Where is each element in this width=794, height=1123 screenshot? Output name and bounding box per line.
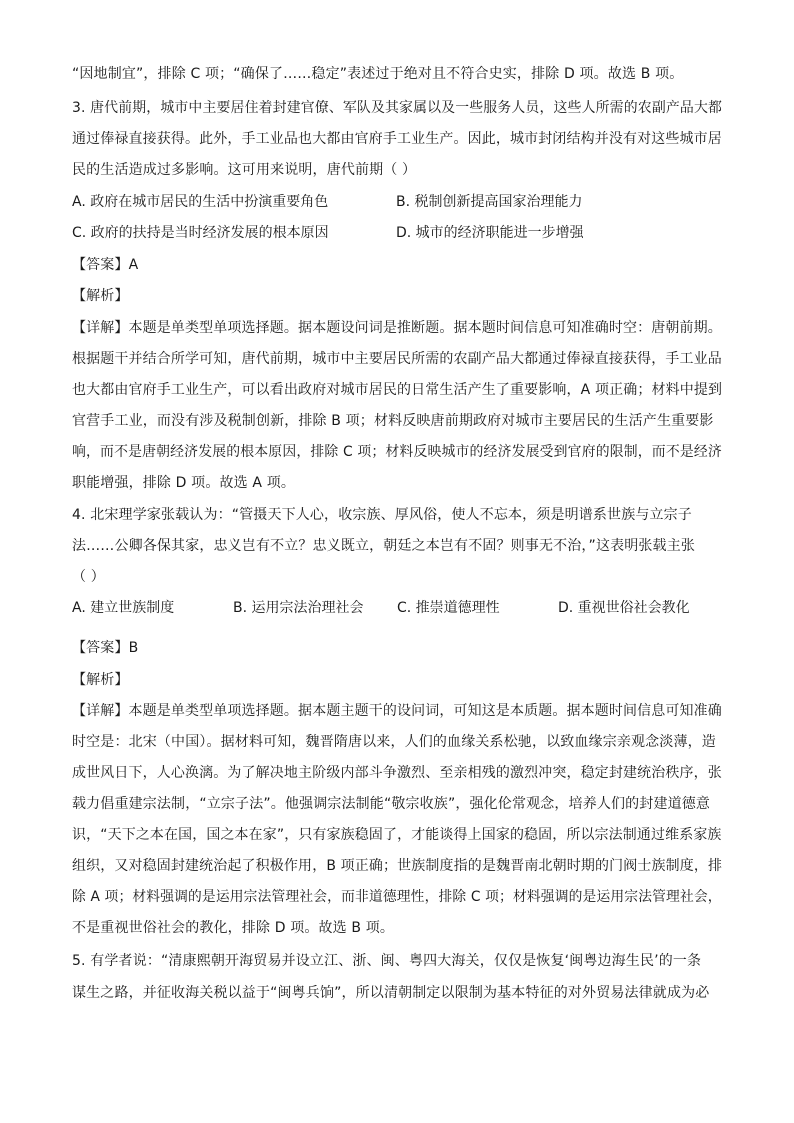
q4-detail-line-5: 识，“天下之本在国，国之本在家”，只有家族稳固了，才能谈得上国家的稳固，所以宗法制通过维系家族	[72, 827, 722, 843]
q5-stem-line-2: 谋生之路，并征收海关税以益于“闽粤兵饷”，所以清朝制定以限制为基本特征的对外贸易法律就成为必	[72, 985, 710, 1001]
q3-detail-line-5: 响，而不是唐朝经济发展的根本原因，排除 C 项；材料反映城市的经济发展受到官府的限制，而不是经济	[72, 444, 722, 460]
q4-option-d: D. 重视世俗社会教化	[558, 600, 690, 616]
q5-stem-line-1: 5. 有学者说：“清康熙朝开海贸易并设立江、浙、闽、粤四大海关，仅仅是恢复‘闽粤边海生民’的一条	[72, 953, 702, 969]
q4-detail-line-2: 时空是：北宋（中国）。据材料可知，魏晋隋唐以来，人们的血缘关系松驰，以致血缘宗亲观念淡薄，造	[72, 734, 716, 750]
q4-detail-line-8: 不是重视世俗社会的教化，排除 D 项。故选 B 项。	[72, 920, 395, 936]
q4-answer: 【答案】B	[72, 640, 139, 656]
q4-option-a: A. 建立世族制度	[72, 600, 175, 616]
q4-stem-line-2: 法……公卿各保其家，忠义岂有不立？忠义既立，朝廷之本岂有不固？则事无不治，”这表明张载主张	[72, 538, 696, 554]
q4-detail-line-4: 载力倡重建宗法制，“立宗子法”。他强调宗法制能“敬宗收族”，强化伦常观念，培养人们的封建道德意	[72, 796, 711, 812]
q4-analysis-label: 【解析】	[72, 672, 129, 688]
q3-analysis-label: 【解析】	[72, 288, 129, 304]
q4-option-c: C. 推崇道德理性	[397, 600, 500, 616]
q3-option-a: A. 政府在城市居民的生活中扮演重要角色	[72, 194, 329, 210]
q3-detail-line-3: 也大都由官府手工业生产，可以看出政府对城市居民的日常生活产生了重要影响，A 项正确；材料中提到	[72, 382, 723, 398]
q3-stem-line-3: 民的生活造成过多影响。这可用来说明，唐代前期（ ）	[72, 162, 417, 178]
q3-stem-line-2: 通过俸禄直接获得。此外，手工业品也大都由官府手工业生产。因此，城市封闭结构并没有对这些城市居	[72, 131, 722, 147]
q4-detail-line-1: 【详解】本题是单类型单项选择题。据本题主题干的设问词，可知这是本质题。据本题时间信息可知准确	[72, 703, 722, 719]
q3-detail-line-1: 【详解】本题是单类型单项选择题。据本题设问词是推断题。据本题时间信息可知准确时空：唐朝前期。	[72, 320, 722, 336]
q4-detail-line-7: 除 A 项；材料强调的是运用宗法管理社会，而非道德理性，排除 C 项；材料强调的是运用宗法管理社会，	[72, 889, 722, 905]
q4-option-b: B. 运用宗法治理社会	[233, 600, 364, 616]
q2-analysis-tail: “因地制宜”，排除 C 项；“确保了……稳定”表述过于绝对且不符合史实，排除 D 项。故选 B 项。	[72, 66, 684, 82]
q4-detail-line-3: 成世风日下，人心涣漓。为了解决地主阶级内部斗争激烈、至亲相残的激烈冲突，稳定封建统治秩序，张	[72, 765, 722, 781]
q3-detail-line-6: 职能增强，排除 D 项。故选 A 项。	[72, 475, 296, 491]
q3-detail-line-4: 官营手工业，而没有涉及税制创新，排除 B 项；材料反映唐前期政府对城市主要居民的生活产生重要影	[72, 413, 714, 429]
q4-stem-line-3: （ ）	[72, 569, 105, 585]
q3-option-b: B. 税制创新提高国家治理能力	[396, 194, 583, 210]
q3-option-d: D. 城市的经济职能进一步增强	[396, 225, 584, 241]
q4-stem-line-1: 4. 北宋理学家张载认为：“管摄天下人心，收宗族、厚风俗，使人不忘本，须是明谱系世族与立宗子	[72, 507, 692, 523]
q3-stem-line-1: 3. 唐代前期，城市中主要居住着封建官僚、军队及其家属以及一些服务人员，这些人所需的农副产品大都	[72, 100, 723, 116]
q4-detail-line-6: 组织，又对稳固封建统治起了积极作用，B 项正确；世族制度指的是魏晋南北朝时期的门阀士族制度，排	[72, 858, 723, 874]
q3-detail-line-2: 根据题干并结合所学可知，唐代前期，城市中主要居民所需的农副产品大都通过俸禄直接获得，手工业品	[72, 351, 722, 367]
q3-answer: 【答案】A	[72, 257, 139, 273]
q3-option-c: C. 政府的扶持是当时经济发展的根本原因	[72, 225, 329, 241]
